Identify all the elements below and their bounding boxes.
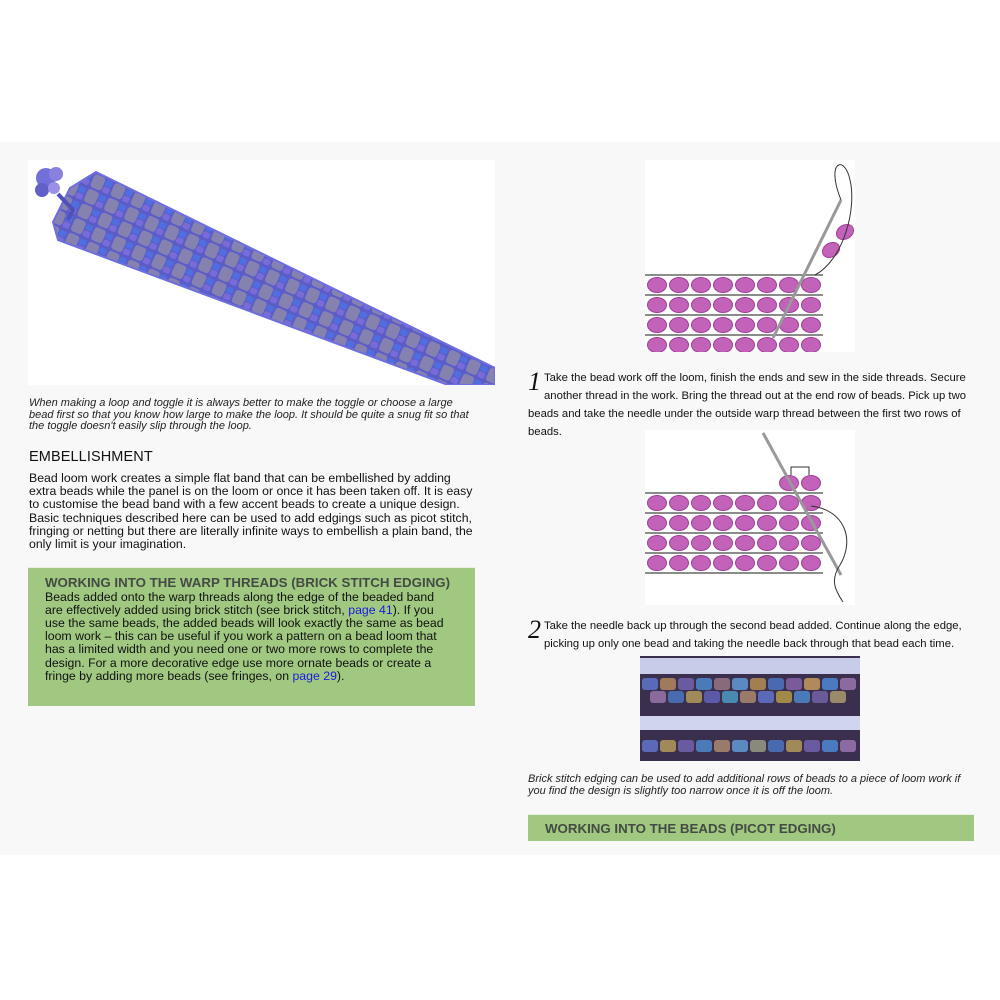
picot-edging-heading: WORKING INTO THE BEADS (PICOT EDGING) — [545, 821, 836, 836]
picot-edging-bar — [528, 814, 974, 841]
step2-diagram — [645, 430, 855, 605]
bead-loom-diagram-2 — [645, 430, 855, 605]
brick-stitch-edging-photo — [640, 656, 860, 761]
step1-number: 1 — [528, 367, 541, 396]
bead-loom-diagram-1 — [645, 160, 855, 352]
step2-text: Take the needle back up through the second bead added. Continue along the edge, picking up only one bead and taking the needle back through that bead each time. — [544, 620, 962, 650]
brick-stitch-photo — [640, 656, 860, 761]
bracelet-photo — [28, 160, 495, 385]
step1-text: Take the bead work off the loom, finish the ends and sew in the side threads. Secure another thread in the work. Bring the thread out at the end row of beads. Pick up two beads and take the needle under the outside warp thread between the first two rows of beads. — [528, 372, 967, 438]
step2 — [528, 616, 978, 652]
page-41-link[interactable]: page 41 — [348, 602, 393, 617]
brick-stitch-caption: Brick stitch edging can be used to add additional rows of beads to a piece of loom work if you find the design is slightly too narrow once it is off the loom. — [528, 773, 961, 797]
embellishment-heading: EMBELLISHMENT — [29, 449, 153, 465]
step1-diagram — [645, 160, 855, 352]
page-29-link[interactable]: page 29 — [292, 668, 337, 683]
step2-number: 2 — [528, 615, 541, 644]
embellishment-body: Bead loom work creates a simple flat band that can be embellished by adding extra beads while the panel is on the loom or once it has been taken off. It is easy to customise the bead band with a few accent beads to create a unique design. Basic techniques described here can be used to add edgings such as picot stitch, fringing or netting but there are literally infinite ways to embellish a plain band, the only limit is your imagination. — [29, 471, 473, 552]
brick-stitch-box — [28, 567, 475, 706]
brick-stitch-heading: WORKING INTO THE WARP THREADS (BRICK STITCH EDGING) — [45, 575, 451, 590]
book-page — [0, 142, 1000, 855]
bracelet-caption: When making a loop and toggle it is always better to make the toggle or choose a large bead first so that you know how large to make the loop. It should be quite a snug fit so that the toggle doesn't easily slip through the loop. — [29, 397, 469, 432]
bracelet-illustration — [28, 160, 495, 385]
brick-stitch-body: Beads added onto the warp threads along the edge of the beaded band are effectively added using brick stitch (see brick stitch, page 41). If you use the same beads, the added beads will look exactly the same as bead loom work – this can be useful if you work a pattern on a bead loom that has a limited width and you need one or two more rows to complete the design. For a more decorative edge use more ornate beads or create a fringe by adding more beads (see fringes, on page 29). — [45, 589, 444, 683]
